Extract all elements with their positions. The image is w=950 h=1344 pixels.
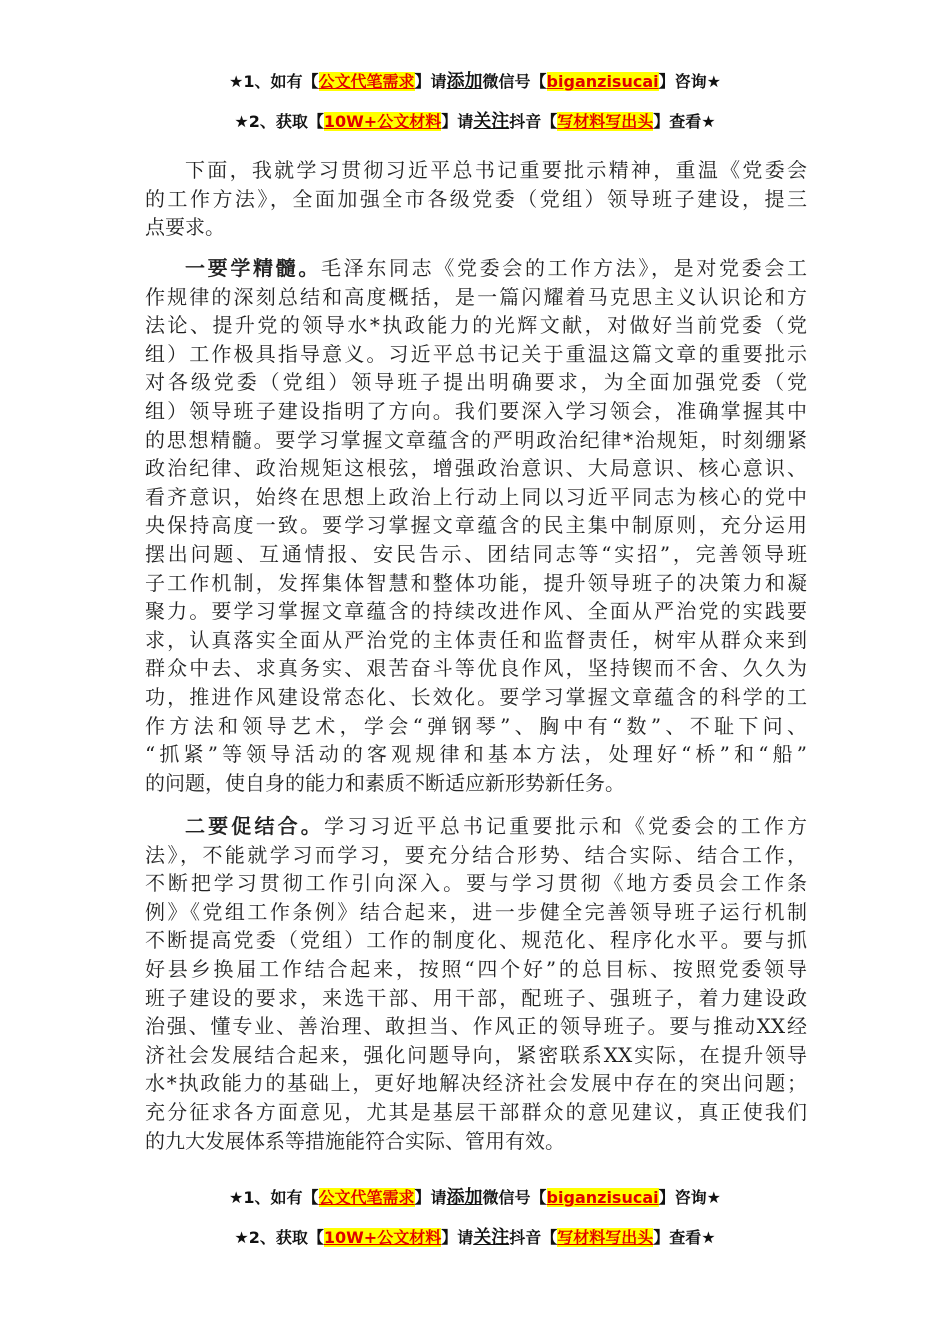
- paragraph-intro: [145, 156, 807, 242]
- line-text: 下面，我就学习贯彻习近平总书记重要批示精神，重温《党委会: [185, 158, 807, 182]
- promo-text: 】查看★: [653, 112, 716, 131]
- section-lead: 一要学精髓。: [185, 256, 321, 280]
- promo-text: 抖音【: [509, 1228, 558, 1247]
- promo-text: 】请: [441, 1228, 474, 1247]
- line-text: 聚力。要学习掌握文章蕴含的持续改进作风、全面从严治党的实践要: [145, 599, 807, 624]
- text-line: [145, 769, 807, 798]
- line-text: 作方法和领导艺术，学会“弹钢琴”、胸中有“数”、不耻下问、: [145, 713, 807, 738]
- line-text: 的思想精髓。要学习掌握文章蕴含的严明政治纪律*治规矩，时刻绷紧: [145, 427, 807, 452]
- line-text: 水*执政能力的基础上，更好地解决经济社会发展中存在的突出问题；: [145, 1071, 807, 1096]
- line-text: 充分征求各方面意见，尤其是基层干部群众的意见建议，真正使我们: [145, 1099, 807, 1124]
- wechat-id-highlight: biganzisucai: [546, 72, 659, 91]
- text-line: [145, 984, 807, 1013]
- text-line: [145, 340, 807, 369]
- promo-underline: 添加: [446, 1187, 483, 1208]
- promo-line-2-footer: [0, 1226, 950, 1250]
- line-text: 济社会发展结合起来，强化问题导向，紧密联系XX实际，在提升领导: [145, 1042, 807, 1067]
- text-line: [145, 1041, 807, 1070]
- line-text: 的九大发展体系等措施能符合实际、管用有效。: [145, 1128, 565, 1153]
- line-text: 看齐意识，始终在思想上政治上行动上同以习近平同志为核心的党中: [145, 484, 807, 509]
- douyin-highlight: 写材料写出头: [557, 1228, 654, 1247]
- text-line: [145, 898, 807, 927]
- promo-text: 】请: [414, 1188, 447, 1207]
- text-line: [145, 1012, 807, 1041]
- line-text: 求，认真落实全面从严治党的主体责任和监督责任，树牢从群众来到: [145, 627, 807, 652]
- promo-line-2: [0, 110, 950, 134]
- line-text: 不断把学习贯彻工作引向深入。要与学习贯彻《地方委员会工作条: [145, 871, 807, 896]
- promo-text: 】请: [441, 112, 474, 131]
- text-line: [145, 1127, 807, 1156]
- text-line: [145, 1069, 807, 1098]
- line-text: 学习习近平总书记重要批示和《党委会的工作方: [323, 814, 808, 838]
- promo-text: 微信号【: [482, 72, 547, 91]
- text-line: [145, 454, 807, 483]
- text-line: [145, 483, 807, 512]
- line-text: “抓紧”等领导活动的客观规律和基本方法，处理好“桥”和“船”: [145, 742, 807, 767]
- text-line: [145, 368, 807, 397]
- text-line: [145, 185, 807, 214]
- text-line: [145, 626, 807, 655]
- line-text: 治强、懂专业、善治理、敢担当、作风正的领导班子。要与推动XX经: [145, 1014, 807, 1039]
- text-line: [145, 712, 807, 741]
- promo-underline: 添加: [446, 71, 483, 92]
- text-line: [145, 311, 807, 340]
- text-line: [145, 841, 807, 870]
- wechat-id-highlight: biganzisucai: [546, 1188, 659, 1207]
- promo-text: ★2、获取【: [234, 1228, 324, 1247]
- promo-text: ★2、获取【: [234, 112, 324, 131]
- promo-text: 】查看★: [653, 1228, 716, 1247]
- text-line: [145, 654, 807, 683]
- text-line: [145, 511, 807, 540]
- promo-text: 】咨询★: [658, 72, 721, 91]
- line-text: 央保持高度一致。要学习掌握文章蕴含的民主集中制原则，充分运用: [145, 513, 807, 538]
- promo-text: 】咨询★: [658, 1188, 721, 1207]
- text-line: [145, 597, 807, 626]
- line-text: 功，推进作风建设常态化、长效化。要学习掌握文章蕴含的科学的工: [145, 684, 807, 709]
- line-text: 点要求。: [145, 215, 225, 240]
- line-text: 子工作机制，发挥集体智慧和整体功能，提升领导班子的决策力和凝: [145, 570, 807, 595]
- line-text: 组）工作极具指导意义。习近平总书记关于重温这篇文章的重要批示: [145, 341, 807, 366]
- text-line: [145, 869, 807, 898]
- section-lead: 二要促结合。: [185, 814, 324, 838]
- line-text: 例》《党组工作条例》结合起来，进一步健全完善领导班子运行机制: [145, 899, 807, 924]
- text-line: [145, 156, 807, 185]
- text-line: [145, 397, 807, 426]
- text-line: [145, 569, 807, 598]
- text-line: [145, 540, 807, 569]
- promo-text: ★1、如有【: [229, 72, 319, 91]
- line-text: 毛泽东同志《党委会的工作方法》，是对党委会工: [321, 256, 807, 280]
- line-text: 法》，不能就学习而学习，要充分结合形势、结合实际、结合工作，: [145, 842, 807, 867]
- promo-text: ★1、如有【: [229, 1188, 319, 1207]
- promo-highlight: 公文代笔需求: [318, 1188, 415, 1207]
- text-line: [145, 683, 807, 712]
- promo-underline: 关注: [473, 1227, 510, 1248]
- promo-highlight: 10W+公文材料: [323, 1228, 442, 1247]
- text-line: [145, 426, 807, 455]
- promo-line-1-footer: [0, 1186, 950, 1210]
- text-line: [145, 254, 807, 283]
- text-line: [145, 213, 807, 242]
- promo-highlight: 公文代笔需求: [318, 72, 415, 91]
- line-text: 不断提高党委（党组）工作的制度化、规范化、程序化水平。要与抓: [145, 928, 807, 953]
- text-line: [145, 1098, 807, 1127]
- line-text: 的问题，使自身的能力和素质不断适应新形势新任务。: [145, 770, 625, 795]
- line-text: 好县乡换届工作结合起来，按照“四个好”的总目标、按照党委领导: [145, 956, 807, 981]
- line-text: 法论、提升党的领导水*执政能力的光辉文献，对做好当前党委（党: [145, 313, 807, 338]
- promo-line-1: [0, 70, 950, 94]
- text-line: [145, 812, 807, 841]
- promo-text: 微信号【: [482, 1188, 547, 1207]
- line-text: 群众中去、求真务实、艰苦奋斗等优良作风，坚持锲而不舍、久久为: [145, 656, 807, 681]
- promo-underline: 关注: [473, 111, 510, 132]
- text-line: [145, 283, 807, 312]
- paragraph-promote-integration: [145, 812, 807, 1155]
- text-line: [145, 955, 807, 984]
- promo-text: 】请: [414, 72, 447, 91]
- line-text: 作规律的深刻总结和高度概括，是一篇闪耀着马克思主义认识论和方: [145, 284, 807, 309]
- paragraph-study-essence: [145, 254, 807, 797]
- promo-text: 抖音【: [509, 112, 558, 131]
- douyin-highlight: 写材料写出头: [557, 112, 654, 131]
- line-text: 政治纪律、政治规矩这根弦，增强政治意识、大局意识、核心意识、: [145, 456, 807, 481]
- text-line: [145, 926, 807, 955]
- text-line: [145, 740, 807, 769]
- line-text: 摆出问题、互通情报、安民告示、团结同志等“实招”，完善领导班: [145, 541, 807, 566]
- line-text: 对各级党委（党组）领导班子提出明确要求，为全面加强党委（党: [145, 370, 807, 395]
- line-text: 班子建设的要求，来选干部、用干部，配班子、强班子，着力建设政: [145, 985, 807, 1010]
- line-text: 的工作方法》，全面加强全市各级党委（党组）领导班子建设，提三: [145, 186, 807, 211]
- promo-highlight: 10W+公文材料: [323, 112, 442, 131]
- line-text: 组）领导班子建设指明了方向。我们要深入学习领会，准确掌握其中: [145, 398, 807, 423]
